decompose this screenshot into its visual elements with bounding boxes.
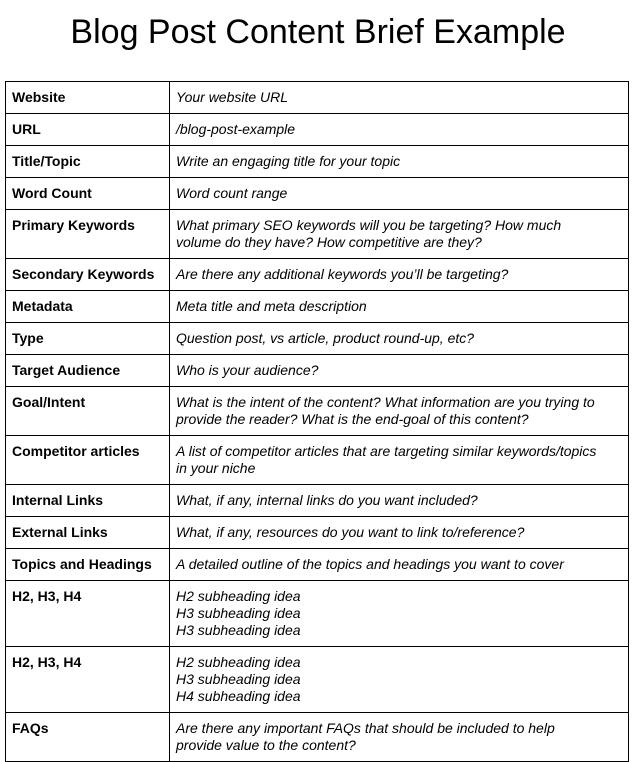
brief-row-label: FAQs — [6, 713, 170, 762]
page-title: Blog Post Content Brief Example — [70, 13, 566, 51]
brief-value-line: Meta title and meta description — [176, 298, 367, 314]
brief-value-line: H3 subheading idea — [176, 671, 301, 687]
brief-row — [6, 517, 629, 549]
brief-value-line: H3 subheading idea — [176, 605, 301, 621]
brief-value-line: Question post, vs article, product round-up, etc? — [176, 330, 475, 346]
brief-row — [6, 291, 629, 323]
brief-row — [6, 581, 629, 647]
brief-value-line: H2 subheading idea — [176, 588, 301, 604]
brief-value-line: A detailed outline of the topics and headings you want to cover — [176, 556, 564, 572]
brief-row — [6, 323, 629, 355]
brief-value-line: A list of competitor articles that are targeting similar keywords/topics — [176, 443, 597, 459]
brief-row-label: H2, H3, H4 — [6, 647, 170, 713]
brief-row-value — [170, 82, 629, 114]
brief-row — [6, 436, 629, 485]
brief-value-line: /blog-post-example — [176, 121, 296, 137]
brief-row-value — [170, 436, 629, 485]
brief-row-value — [170, 210, 629, 259]
brief-value-line: in your niche — [176, 460, 256, 476]
brief-row — [6, 82, 629, 114]
brief-value-line: What primary SEO keywords will you be targeting? How much — [176, 217, 562, 233]
brief-row — [6, 549, 629, 581]
brief-value-line: What, if any, resources do you want to link to/reference? — [176, 524, 525, 540]
brief-row — [6, 387, 629, 436]
brief-value-line: H4 subheading idea — [176, 688, 301, 704]
brief-row-value — [170, 517, 629, 549]
brief-row-label: Word Count — [6, 178, 170, 210]
brief-value-line: Write an engaging title for your topic — [176, 153, 401, 169]
brief-value-line: volume do they have? How competitive are they? — [176, 234, 482, 250]
brief-row-label: Goal/Intent — [6, 387, 170, 436]
brief-row — [6, 647, 629, 713]
brief-value-line: H3 subheading idea — [176, 622, 301, 638]
brief-row-label: Topics and Headings — [6, 549, 170, 581]
brief-row-label: Internal Links — [6, 485, 170, 517]
brief-row-label: Type — [6, 323, 170, 355]
brief-row-label: Title/Topic — [6, 146, 170, 178]
brief-row-label: Primary Keywords — [6, 210, 170, 259]
brief-row-value — [170, 146, 629, 178]
brief-value-line: Word count range — [176, 185, 288, 201]
brief-row-label: Competitor articles — [6, 436, 170, 485]
brief-row-value — [170, 355, 629, 387]
brief-value-line: H2 subheading idea — [176, 654, 301, 670]
content-brief-table — [5, 81, 629, 762]
brief-row-label: Website — [6, 82, 170, 114]
brief-row-label: URL — [6, 114, 170, 146]
content-brief-table-body — [6, 82, 629, 762]
brief-row — [6, 485, 629, 517]
brief-row — [6, 210, 629, 259]
brief-row-label: H2, H3, H4 — [6, 581, 170, 647]
brief-value-line: What is the intent of the content? What information are you trying to — [176, 394, 595, 410]
brief-row — [6, 146, 629, 178]
brief-value-line: Who is your audience? — [176, 362, 319, 378]
brief-value-line: provide value to the content? — [176, 737, 356, 753]
brief-row — [6, 355, 629, 387]
brief-row-value — [170, 581, 629, 647]
brief-row-label: Target Audience — [6, 355, 170, 387]
brief-row-value — [170, 713, 629, 762]
brief-row — [6, 259, 629, 291]
brief-row-label: External Links — [6, 517, 170, 549]
brief-row-value — [170, 323, 629, 355]
brief-row-value — [170, 114, 629, 146]
brief-row-value — [170, 291, 629, 323]
brief-value-line: provide the reader? What is the end-goal of this content? — [176, 411, 529, 427]
brief-value-line: What, if any, internal links do you want included? — [176, 492, 478, 508]
brief-row — [6, 178, 629, 210]
brief-row-value — [170, 647, 629, 713]
brief-value-line: Your website URL — [176, 89, 289, 105]
brief-row-value — [170, 549, 629, 581]
brief-row-label: Metadata — [6, 291, 170, 323]
brief-value-line: Are there any important FAQs that should be included to help — [176, 720, 555, 736]
brief-row-value — [170, 178, 629, 210]
brief-row-label: Secondary Keywords — [6, 259, 170, 291]
brief-value-line: Are there any additional keywords you’ll be targeting? — [176, 266, 509, 282]
brief-row-value — [170, 387, 629, 436]
brief-row-value — [170, 485, 629, 517]
brief-row — [6, 713, 629, 762]
brief-row-value — [170, 259, 629, 291]
brief-row — [6, 114, 629, 146]
